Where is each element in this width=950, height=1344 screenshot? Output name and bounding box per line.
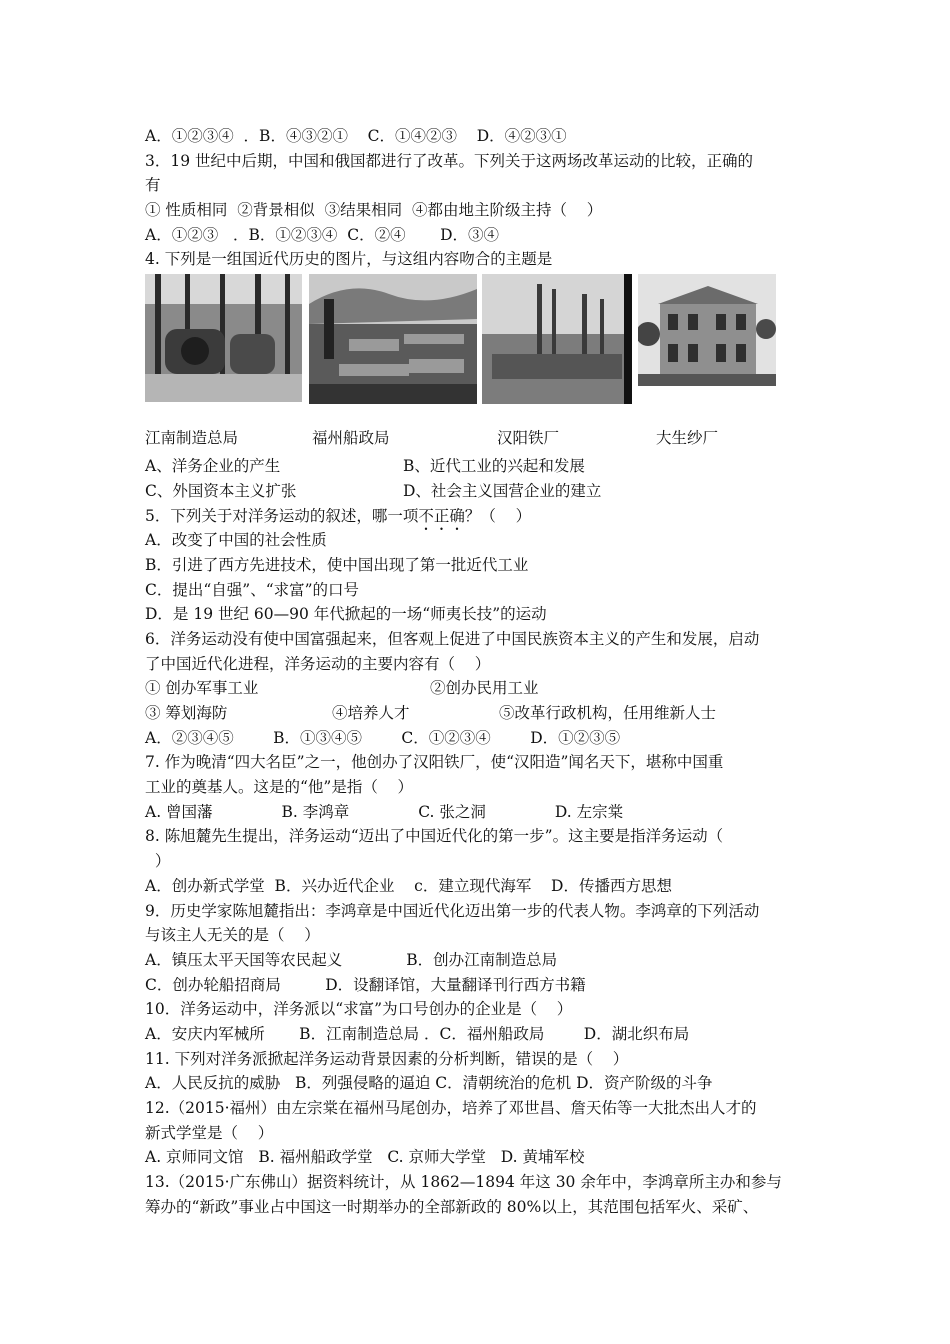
q4-options-row-1 <box>145 454 820 479</box>
question-10-stem: 10．洋务运动中，洋务派以“求富”为口号创办的企业是（ ） <box>145 1000 573 1019</box>
caption-jiangnan: 江南制造总局 <box>145 429 239 448</box>
photo-jiangnan-arsenal <box>145 274 302 402</box>
text-line: D．是 19 世纪 60—90 年代掀起的一场“师夷长技”的运动 <box>145 605 547 624</box>
caption-fuzhou: 福州船政局 <box>312 429 390 448</box>
q4-options-row-2 <box>145 479 820 504</box>
text-line: 筹办的“新政”事业占中国这一时期举办的全部新政的 80%以上，其范围包括军火、采矿、 <box>145 1197 759 1216</box>
question-8-stem: 8. 陈旭麓先生提出，洋务运动“迈出了中国近代化的第一步”。这主要是指洋务运动（ <box>145 827 724 846</box>
item-5: ⑤改革行政机构，任用维新人士 <box>499 704 717 722</box>
caption-hanyang: 汉阳铁厂 <box>497 429 560 448</box>
photo-row <box>145 274 820 422</box>
question-7-stem: 7. 作为晚清“四大名臣”之一，他创办了汉阳铁厂，使“汉阳造”闻名天下，堪称中国重 <box>145 753 724 772</box>
question-9-stem: 9．历史学家陈旭麓指出：李鸿章是中国近代化迈出第一步的代表人物。李鸿章的下列活动 <box>145 901 760 920</box>
q6-items-row-2 <box>145 701 820 726</box>
text-line: 了中国近代化进程，洋务运动的主要内容有（ ） <box>145 654 491 673</box>
item-2: ②创办民用工业 <box>430 679 539 698</box>
text-line: C．创办轮船招商局 D．设翻译馆，大量翻译刊行西方书籍 <box>145 975 586 994</box>
text-line: C．提出“自强”、“求富”的口号 <box>145 580 360 599</box>
text-line: 工业的奠基人。这是的“他”是指（ ） <box>145 778 414 797</box>
item-1: ① 创办军事工业 <box>145 679 259 698</box>
option-c: C、外国资本主义扩张 <box>145 481 297 500</box>
text-line: B．引进了西方先进技术，使中国出现了第一批近代工业 <box>145 555 529 574</box>
emphasis-text: 不正确 <box>418 506 465 525</box>
item-4: ④培养人才 <box>332 704 410 722</box>
question-3-stem: 3．19 世纪中后期，中国和俄国都进行了改革。下列关于这两场改革运动的比较，正确的 <box>145 151 754 170</box>
text-line: 有 <box>145 176 161 195</box>
option-d: D、社会主义国营企业的建立 <box>403 481 602 500</box>
text-line: A．①②③④ ．B．④③②① C．①④②③ D．④②③① <box>145 127 567 145</box>
photo-fuzhou-shipyard <box>309 274 477 404</box>
exam-content <box>145 124 820 1219</box>
text-line: ） <box>145 852 171 871</box>
question-11-stem: 11. 下列对洋务派掀起洋务运动背景因素的分析判断，错误的是（ ） <box>145 1049 629 1068</box>
text-line: A．镇压太平天国等农民起义 B．创办江南制造总局 <box>145 950 558 969</box>
option-a: A、洋务企业的产生 <box>145 457 281 476</box>
text-line: A．人民反抗的威胁 B．列强侵略的逼迫 C．清朝统治的危机 D．资产阶级的斗争 <box>145 1074 713 1093</box>
question-4-stem: 4. 下列是一组国近代历史的图片，与这组内容吻合的主题是 <box>145 250 553 269</box>
text-line: 与该主人无关的是（ ） <box>145 926 320 945</box>
text-line: ① 性质相同 ②背景相似 ③结果相同 ④都由地主阶级主持（ ） <box>145 201 603 220</box>
text-line: 新式学堂是（ ） <box>145 1123 274 1142</box>
text-line: A．①②③ ．B．①②③④ C．②④ D．③④ <box>145 225 499 244</box>
photo-dasheng-mill <box>638 274 776 386</box>
option-b: B、近代工业的兴起和发展 <box>403 457 585 476</box>
question-5-stem: 5．下列关于对洋务运动的叙述，哪一项不正确？（ ） <box>145 506 532 525</box>
q6-items-row-1 <box>145 676 820 701</box>
text-line: A．安庆内军械所 B．江南制造总局 ．C．福州船政局 D．湖北织布局 <box>145 1024 690 1043</box>
question-13-stem: 13.（2015·广东佛山）据资料统计，从 1862—1894 年这 30 余年中，李鸿章所主办和参与 <box>145 1173 782 1192</box>
text-line: A. 曾国藩 B. 李鸿章 C. 张之洞 D. 左宗棠 <box>145 802 624 821</box>
photo-hanyang-ironworks <box>482 274 632 404</box>
text-line: A．创办新式学堂 B．兴办近代企业 c．建立现代海军 D．传播西方思想 <box>145 876 672 895</box>
text-line: A. 京师同文馆 B. 福州船政学堂 C. 京师大学堂 D. 黄埔军校 <box>145 1148 585 1167</box>
caption-dasheng: 大生纱厂 <box>656 429 719 448</box>
text-line: A．②③④⑤ B．①③④⑤ C．①②③④ D．①②③⑤ <box>145 728 621 747</box>
question-12-stem: 12.（2015·福州）由左宗棠在福州马尾创办，培养了邓世昌、詹天佑等一大批杰出人才的 <box>145 1099 757 1117</box>
photo-captions <box>145 426 820 454</box>
question-6-stem: 6．洋务运动没有使中国富强起来，但客观上促进了中国民族资本主义的产生和发展，启动 <box>145 629 760 648</box>
text-line: A．改变了中国的社会性质 <box>145 531 327 550</box>
item-3: ③ 筹划海防 <box>145 704 228 722</box>
